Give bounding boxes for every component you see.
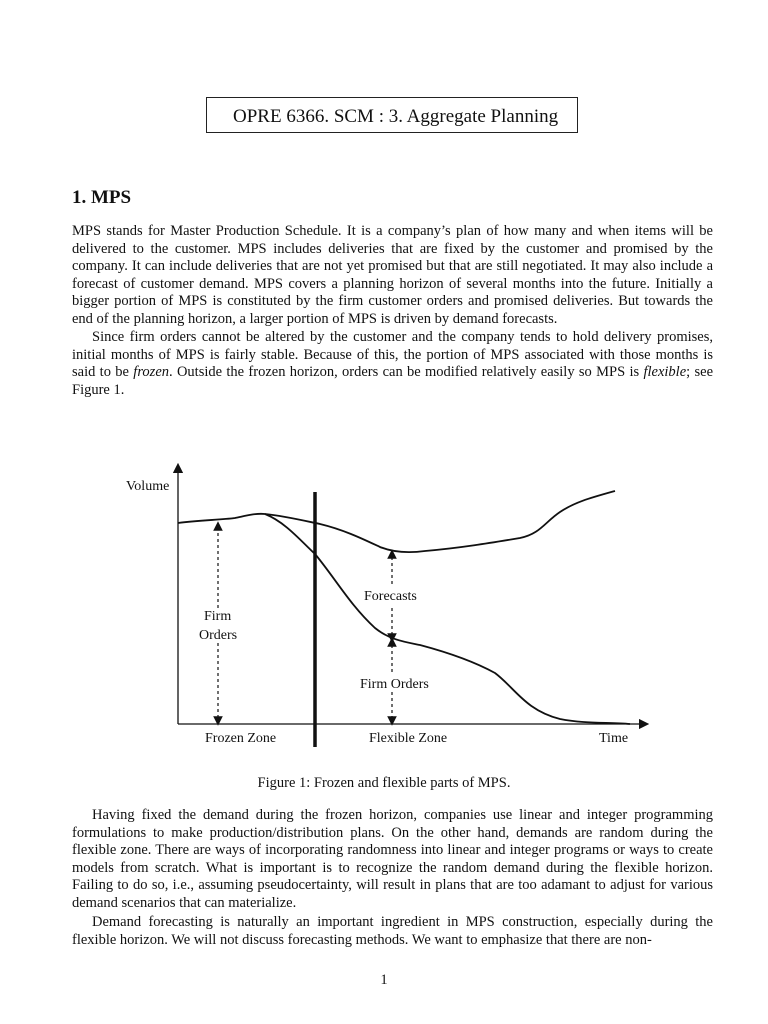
figure-caption: Figure 1: Frozen and flexible parts of MPS. bbox=[257, 775, 511, 791]
total-volume-curve bbox=[178, 491, 615, 552]
paragraph-1: MPS stands for Master Production Schedule. It is a company’s plan of how many and when items will be delivered to the customer. MPS includes deliveries that are fixed by the customer and promised by the company. It can include deliveries that are not yet promised but that are still negotiated. It may also include a forecast of customer demand. MPS covers a planning horizon of several months into the future. Initially a bigger portion of MPS is constituted by the firm customer orders and promised deliveries. But towards the end of the planning horizon, a larger portion of MPS is driven by demand forecasts. bbox=[72, 223, 713, 327]
title-box bbox=[206, 97, 578, 133]
paragraph-2 bbox=[72, 329, 713, 399]
label-frozen-zone: Frozen Zone bbox=[205, 731, 277, 746]
paragraph-3: Having fixed the demand during the frozen horizon, companies use linear and integer programming formulations to make production/distribution plans. On the other hand, demands are random during the flexible zone. There are ways of incorporating randomness into linear and integer programs or ways to create models from scratch. What is important is to recognize the random demand during the flexible horizon. Failing to do so, i.e., assuming pseudocertainty, will result in plans that are too adamant to adjust for various demand scenarios that can materialize. bbox=[72, 807, 713, 911]
paragraph-2-text-c: ; see Figure 1. bbox=[72, 364, 714, 398]
label-firm-line1: Firm bbox=[204, 609, 232, 624]
page-number: 1 bbox=[380, 972, 388, 988]
label-firm-line2: Orders bbox=[199, 628, 238, 643]
emphasis-flexible: flexible bbox=[643, 364, 687, 381]
label-flexible-zone: Flexible Zone bbox=[369, 731, 448, 746]
emphasis-frozen: frozen bbox=[133, 364, 170, 381]
section-heading: 1. MPS bbox=[72, 187, 132, 208]
label-volume: Volume bbox=[126, 479, 170, 494]
mps-figure bbox=[120, 460, 660, 755]
paragraph-2-text-b: . Outside the frozen horizon, orders can be modified relatively easily so MPS is bbox=[169, 364, 644, 381]
label-firm-orders: Firm Orders bbox=[360, 677, 429, 692]
label-time: Time bbox=[599, 731, 629, 746]
document-title: OPRE 6366. SCM : 3. Aggregate Planning bbox=[233, 106, 559, 127]
paragraph-4: Demand forecasting is naturally an important ingredient in MPS construction, especially during the flexible horizon. We will not discuss forecasting methods. We want to emphasize that there are non- bbox=[72, 914, 713, 948]
firm-orders-curve bbox=[265, 514, 630, 724]
paragraph-2-text-a: Since firm orders cannot be altered by the customer and the company tends to hold delivery promises, initial months of MPS is fairly stable. Because of this, the portion of MPS associated with those months is said to be bbox=[72, 329, 713, 381]
label-forecasts: Forecasts bbox=[364, 589, 417, 604]
